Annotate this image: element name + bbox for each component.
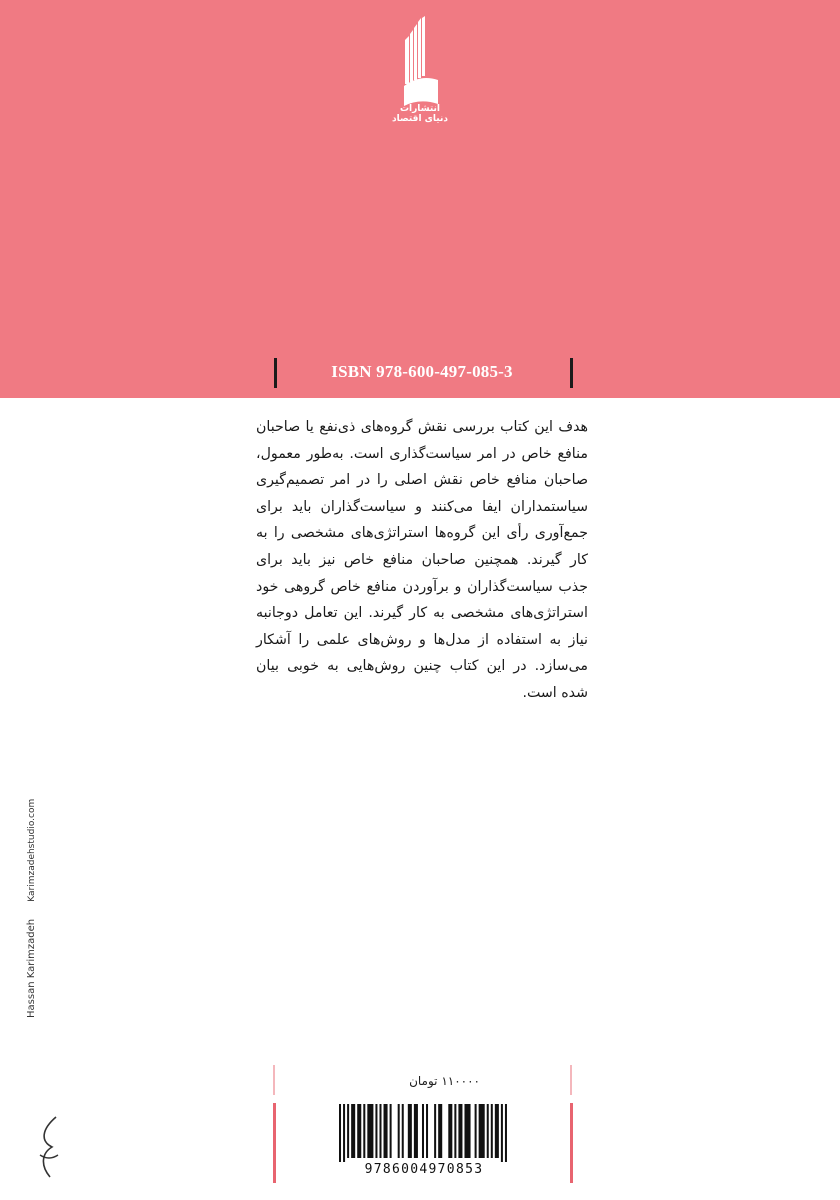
- barcode-bar: [339, 1104, 341, 1162]
- barcode-bar: [379, 1104, 381, 1158]
- barcode-bar: [384, 1104, 388, 1158]
- book-description: هدف این کتاب بررسی نقش گروه‌های ذی‌نفع یا صاحبان منافع خاص در امر سیاست‌گذاری است. به‌طور معمول، صاحبان منافع خاص نقش اصلی را در امر تصمیم‌گیری سیاستمداران ایفا می‌کنند و سیاست‌گذاران باید برای جمع‌آوری رأی این گروه‌ها استراتژی‌های مشخصی را به کار گیرند. همچنین صاحبان منافع خاص نیز باید برای جذب سیاست‌گذاران و برآوردن منافع خاص گروهی خود استراتژی‌های مشخصی به کار گیرند. این تعامل دوجانبه نیاز به استفاده از مدل‌ها و روش‌های علمی را آشکار می‌سازد. در این کتاب چنین روش‌هایی به خوبی بیان شده است.: [256, 419, 588, 701]
- barcode-bar: [448, 1104, 452, 1158]
- book-price: ۱۱۰۰۰۰ تومان: [409, 1074, 480, 1088]
- barcode-bar: [343, 1104, 345, 1162]
- barcode-bar: [501, 1104, 503, 1162]
- designer-name: Hassan Karimzadeh: [26, 918, 37, 1018]
- isbn-divider-right: [570, 358, 573, 388]
- isbn-number: ISBN 978-600-497-085-3: [331, 362, 513, 381]
- barcode-bar: [398, 1104, 400, 1158]
- barcode-bar: [367, 1104, 373, 1158]
- barcode-bar: [414, 1104, 418, 1158]
- barcode-bar: [487, 1104, 489, 1158]
- barcode-bar: [458, 1104, 462, 1158]
- barcode-bar: [464, 1104, 470, 1158]
- barcode-bar: [390, 1104, 392, 1158]
- barcode-bar: [422, 1104, 424, 1158]
- designer-website: Karimzadehstudio.com: [27, 798, 37, 902]
- price-divider-right: [570, 1065, 572, 1095]
- barcode-divider-left: [273, 1103, 276, 1183]
- barcode-bar: [357, 1104, 361, 1158]
- barcode-bar: [426, 1104, 428, 1158]
- barcode-bar: [479, 1104, 485, 1158]
- barcode-bar: [475, 1104, 477, 1158]
- studio-signature-icon: [36, 1115, 62, 1179]
- barcode-bar: [491, 1104, 493, 1158]
- barcode-bar: [438, 1104, 442, 1158]
- barcode-bar: [402, 1104, 404, 1158]
- barcode-bar: [351, 1104, 355, 1158]
- barcode-number: 9786004970853: [364, 1162, 484, 1177]
- barcode-bar: [495, 1104, 499, 1158]
- publisher-name-line1: انتشارات: [400, 104, 440, 114]
- barcode-bar: [505, 1104, 507, 1162]
- barcode-bar: [347, 1104, 349, 1158]
- barcode-bar: [408, 1104, 412, 1158]
- isbn-divider-left: [274, 358, 277, 388]
- designer-credit: [26, 778, 44, 1018]
- barcode-bar: [434, 1104, 436, 1158]
- barcode-bar: [363, 1104, 365, 1158]
- barcode-bar: [375, 1104, 377, 1158]
- barcode-divider-right: [570, 1103, 573, 1183]
- publisher-name-line2: دنیای اقتصاد: [392, 114, 448, 124]
- barcode-bar: [454, 1104, 456, 1158]
- price-divider-left: [273, 1065, 275, 1095]
